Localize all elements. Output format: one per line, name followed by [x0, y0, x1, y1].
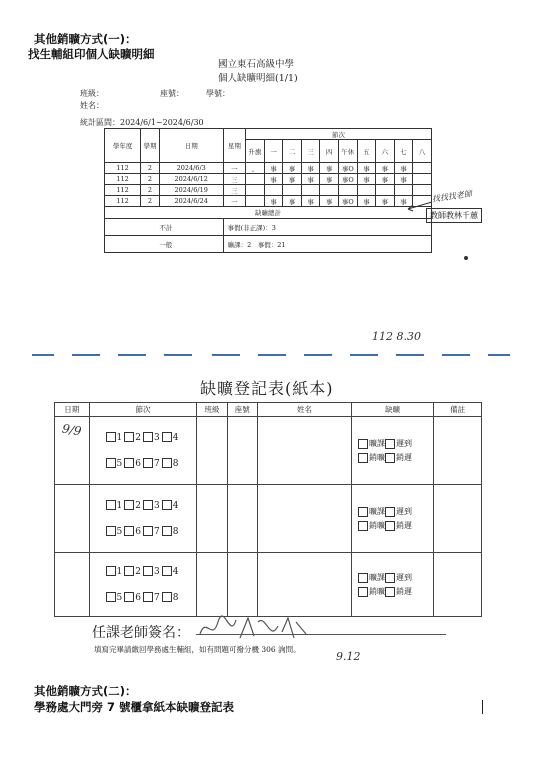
method2-description: 學務處大門旁 7 號櫃拿紙本缺曠登記表 [34, 700, 235, 714]
separator-dash [488, 354, 510, 356]
form-name-cell[interactable] [257, 417, 351, 485]
separator-dash [72, 354, 100, 356]
report-title: 個人缺曠明細(1/1) [218, 73, 298, 84]
form-header: 缺曠 [352, 403, 434, 417]
absence-checkbox[interactable] [358, 587, 368, 597]
handwritten-note: 找找找老師 [431, 189, 473, 204]
handwritten-date: 9/9 [61, 421, 83, 439]
cell-period [413, 185, 432, 196]
cell-period [301, 185, 320, 196]
teacher-signature [196, 612, 316, 646]
cell-period: 事 [264, 174, 283, 185]
period-number: 3 [153, 432, 160, 443]
separator-dash [32, 354, 54, 356]
period-number: 4 [172, 566, 179, 577]
period-header: 三 [301, 140, 320, 163]
table-row [105, 185, 432, 196]
period-number: 7 [153, 592, 160, 603]
period-checkbox[interactable] [162, 526, 172, 536]
form-class-cell[interactable] [197, 485, 227, 553]
period-number: 2 [135, 432, 141, 443]
form-date-cell[interactable] [55, 417, 90, 485]
cell-period: 事 [283, 163, 302, 174]
cell-period: 、 [246, 163, 265, 174]
absence-option-group [352, 505, 433, 519]
cell-period [357, 185, 376, 196]
absence-checkbox[interactable] [385, 521, 395, 531]
absence-option-label: 遲到 [396, 572, 413, 582]
cell-period: 事 [394, 196, 413, 207]
cell-period [283, 185, 302, 196]
separator-dash [304, 354, 332, 356]
period-number: 2 [135, 566, 141, 577]
form-seat-cell[interactable] [227, 553, 257, 617]
period-checkbox-group [90, 559, 197, 585]
period-checkbox[interactable] [143, 432, 153, 442]
form-seat-cell[interactable] [227, 485, 257, 553]
period-checkbox[interactable] [124, 592, 134, 602]
period-checkbox[interactable] [162, 458, 172, 468]
period-checkbox[interactable] [124, 566, 134, 576]
absence-option-label: 銷遲 [396, 520, 413, 530]
form-row [55, 417, 482, 485]
form-date-cell[interactable] [55, 553, 90, 617]
not-counted-value: 事假(非正課)：3 [223, 219, 431, 236]
cell-weekday: 一 [223, 163, 245, 174]
cell-period: 事O [338, 174, 357, 185]
form-header: 座號 [227, 403, 257, 417]
cell-period: 事 [376, 163, 395, 174]
absence-checkbox[interactable] [358, 507, 368, 517]
absence-option-group [352, 437, 433, 451]
period-header: 七 [394, 140, 413, 163]
period-checkbox-group [90, 519, 197, 545]
cell-period: 事 [264, 196, 283, 207]
period-number: 4 [172, 432, 179, 443]
period-header: 五 [357, 140, 376, 163]
cell-year: 112 [105, 196, 141, 207]
cell-period: 事 [301, 196, 320, 207]
cell-period: 事 [376, 196, 395, 207]
period-number: 1 [116, 432, 123, 443]
period-number: 3 [153, 500, 160, 511]
cell-period: 事 [394, 174, 413, 185]
cell-period [246, 196, 265, 207]
period-checkbox[interactable] [143, 526, 153, 536]
absence-option-label: 銷遲 [396, 452, 413, 462]
absence-registration-form [54, 402, 482, 617]
report-school: 國立東石高級中學 [218, 59, 295, 70]
period-number: 4 [172, 500, 179, 511]
separator-dash [212, 354, 240, 356]
footer-handwritten-date: 9.12 [336, 650, 361, 663]
table-row [105, 196, 432, 207]
period-header: 六 [376, 140, 395, 163]
period-number: 5 [116, 526, 123, 537]
separator-dash [164, 354, 192, 356]
absence-option-label: 銷曠 [369, 520, 386, 530]
period-checkbox[interactable] [106, 566, 116, 576]
cell-date: 2024/6/3 [159, 163, 223, 174]
period-number: 7 [153, 526, 160, 537]
form-remark-cell[interactable] [434, 485, 482, 553]
separator-dash [350, 354, 378, 356]
form-remark-cell[interactable] [434, 417, 482, 485]
separator-dash [118, 354, 146, 356]
col-weekday: 星期 [223, 129, 245, 163]
cell-period [413, 163, 432, 174]
period-checkbox[interactable] [162, 566, 172, 576]
cell-period [413, 174, 432, 185]
cell-semester: 2 [141, 163, 160, 174]
absence-option-label: 曠課 [369, 572, 386, 582]
cell-period: 事 [320, 174, 339, 185]
name-label: 姓名： [80, 101, 104, 110]
cell-period [394, 185, 413, 196]
form-absence-cell [352, 553, 434, 617]
form-header: 日期 [55, 403, 90, 417]
cell-weekday: 一 [223, 196, 245, 207]
form-absence-cell [352, 485, 434, 553]
cell-period: 事 [320, 196, 339, 207]
not-counted-label: 不計 [105, 219, 224, 236]
signature-line [196, 634, 446, 635]
period-checkbox[interactable] [106, 432, 116, 442]
summary-title: 缺曠總計 [105, 207, 432, 219]
period-number: 3 [153, 566, 160, 577]
cell-date: 2024/6/12 [159, 174, 223, 185]
col-date: 日期 [159, 129, 223, 163]
form-header: 姓名 [257, 403, 351, 417]
form-header: 備註 [434, 403, 482, 417]
absence-option-group [352, 585, 433, 599]
period-checkbox[interactable] [124, 432, 134, 442]
absence-option-label: 遲到 [396, 506, 413, 516]
date-note: 112 8.30 [372, 330, 421, 343]
form-row [55, 553, 482, 617]
absence-detail-table [104, 128, 432, 253]
period-number: 5 [116, 458, 123, 469]
period-checkbox[interactable] [143, 500, 153, 510]
period-checkbox[interactable] [162, 432, 172, 442]
absence-checkbox[interactable] [358, 573, 368, 583]
cell-period: 事O [338, 163, 357, 174]
cell-weekday: 三 [223, 185, 245, 196]
absence-option-label: 遲到 [396, 438, 413, 448]
period-number: 2 [135, 500, 141, 511]
cell-period [264, 185, 283, 196]
col-semester: 學期 [141, 129, 160, 163]
id-label: 學號： [206, 89, 230, 98]
col-year: 學年度 [105, 129, 141, 163]
text-cursor [482, 700, 483, 714]
teacher-stamp: 教師教林千蕙 [426, 208, 482, 223]
absence-option-label: 曠課 [369, 506, 386, 516]
cell-semester: 2 [141, 196, 160, 207]
form-class-cell[interactable] [197, 417, 227, 485]
cell-period: 事 [376, 174, 395, 185]
form-seat-cell[interactable] [227, 417, 257, 485]
absence-option-label: 銷曠 [369, 586, 386, 596]
absence-option-group [352, 519, 433, 533]
form-footer-note: 填寫完畢請繳回學務處生輔組，如有問題可撥分機 306 詢問。 [94, 645, 301, 654]
absence-option-label: 銷遲 [396, 586, 413, 596]
form-header: 班級 [197, 403, 227, 417]
absence-option-group [352, 451, 433, 465]
form-title: 缺曠登記表(紙本) [200, 379, 334, 398]
cell-period [376, 185, 395, 196]
period-number: 6 [135, 458, 141, 469]
cell-period: 事O [338, 196, 357, 207]
period-checkbox[interactable] [143, 592, 153, 602]
cell-period: 事 [320, 163, 339, 174]
absence-option-label: 曠課 [369, 438, 386, 448]
form-absence-cell [352, 417, 434, 485]
period-checkbox[interactable] [143, 566, 153, 576]
method1-description: 找生輔組印個人缺曠明細 [28, 47, 155, 61]
cell-period: 事 [283, 196, 302, 207]
seat-label: 座號： [160, 89, 184, 98]
period-checkbox[interactable] [162, 500, 172, 510]
period-checkbox[interactable] [106, 592, 116, 602]
period-number: 1 [116, 500, 123, 511]
cell-period: 事 [301, 163, 320, 174]
absence-checkbox[interactable] [385, 587, 395, 597]
period-header: 一 [264, 140, 283, 163]
cell-period [246, 174, 265, 185]
period-number: 8 [172, 526, 179, 537]
cell-date: 2024/6/24 [159, 196, 223, 207]
period-checkbox[interactable] [106, 458, 116, 468]
absence-checkbox[interactable] [358, 439, 368, 449]
cell-weekday: 三 [223, 174, 245, 185]
cell-period: 事 [357, 163, 376, 174]
cell-period: 事 [357, 174, 376, 185]
form-name-cell[interactable] [257, 485, 351, 553]
cell-period [320, 185, 339, 196]
period-label: 統計區間：2024/6/1~2024/6/30 [80, 118, 204, 127]
separator-dash [442, 354, 470, 356]
form-period-cell [89, 417, 197, 485]
period-checkbox[interactable] [124, 500, 134, 510]
cell-year: 112 [105, 174, 141, 185]
absence-checkbox[interactable] [358, 521, 368, 531]
method1-title: 其他銷曠方式(一)： [34, 32, 137, 46]
period-number: 8 [172, 592, 179, 603]
cell-period [246, 185, 265, 196]
period-header: 四 [320, 140, 339, 163]
form-name-cell[interactable] [257, 553, 351, 617]
general-label: 一般 [105, 236, 224, 253]
period-checkbox-group [90, 451, 197, 477]
period-checkbox[interactable] [106, 500, 116, 510]
period-checkbox-group [90, 585, 197, 611]
absence-checkbox[interactable] [385, 453, 395, 463]
absence-option-group [352, 571, 433, 585]
absence-checkbox[interactable] [385, 439, 395, 449]
form-class-cell[interactable] [197, 553, 227, 617]
absence-checkbox[interactable] [385, 507, 395, 517]
period-checkbox[interactable] [124, 458, 134, 468]
separator-dash [258, 354, 286, 356]
period-number: 8 [172, 458, 179, 469]
teacher-sign-label: 任課老師簽名： [92, 625, 190, 641]
period-number: 1 [116, 566, 123, 577]
period-number: 6 [135, 526, 141, 537]
period-checkbox[interactable] [106, 526, 116, 536]
separator-dash [396, 354, 424, 356]
period-checkbox[interactable] [143, 458, 153, 468]
cell-period: 事 [283, 174, 302, 185]
form-header: 節次 [89, 403, 197, 417]
cell-period: 事 [264, 163, 283, 174]
cell-period [338, 185, 357, 196]
method2-title: 其他銷曠方式(二)： [34, 684, 137, 698]
col-periods: 節次 [246, 129, 432, 140]
period-checkbox[interactable] [124, 526, 134, 536]
cell-year: 112 [105, 185, 141, 196]
absence-checkbox[interactable] [385, 573, 395, 583]
period-number: 7 [153, 458, 160, 469]
form-period-cell [89, 553, 197, 617]
period-checkbox-group [90, 425, 197, 451]
form-row [55, 485, 482, 553]
period-number: 6 [135, 592, 141, 603]
absence-option-label: 銷曠 [369, 452, 386, 462]
period-checkbox-group [90, 493, 197, 519]
period-number: 5 [116, 592, 123, 603]
general-value: 曠課：2 事假：21 [223, 236, 431, 253]
form-remark-cell[interactable] [434, 553, 482, 617]
ink-dot [464, 256, 468, 260]
class-label: 班級： [80, 89, 104, 98]
period-checkbox[interactable] [162, 592, 172, 602]
period-header: 午休 [338, 140, 357, 163]
cell-period: 事 [301, 174, 320, 185]
cell-period: 事 [394, 163, 413, 174]
form-date-cell[interactable] [55, 485, 90, 553]
cell-period: 事 [357, 196, 376, 207]
absence-checkbox[interactable] [358, 453, 368, 463]
cell-semester: 2 [141, 174, 160, 185]
cell-year: 112 [105, 163, 141, 174]
period-header: 二 [283, 140, 302, 163]
cell-semester: 2 [141, 185, 160, 196]
cell-date: 2024/6/19 [159, 185, 223, 196]
form-period-cell [89, 485, 197, 553]
table-row [105, 174, 432, 185]
table-row [105, 163, 432, 174]
period-header: 八 [413, 140, 432, 163]
period-header: 升旗 [246, 140, 265, 163]
